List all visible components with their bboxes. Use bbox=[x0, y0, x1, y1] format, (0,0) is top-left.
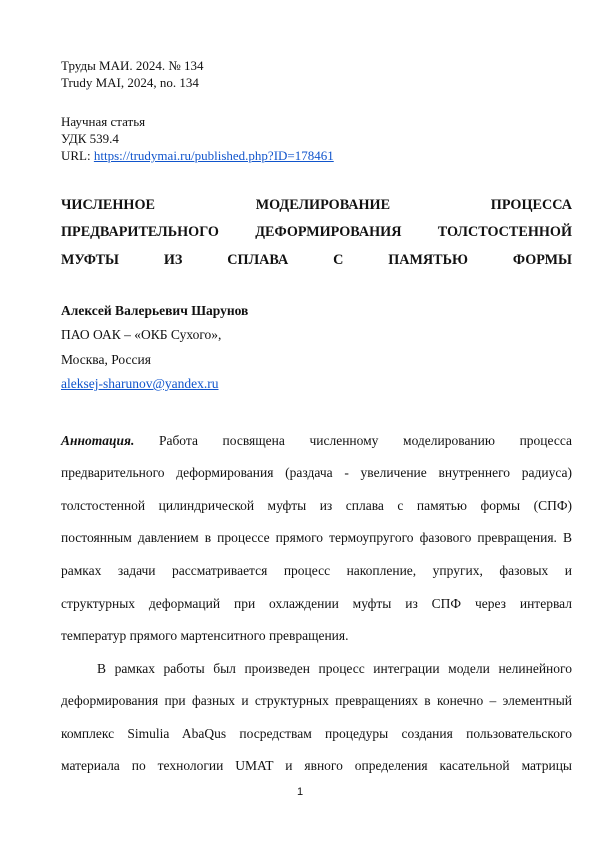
page-number: 1 bbox=[296, 786, 304, 798]
para2-line-2: деформирования при фазных и структурных превращениях в конечно – элементный bbox=[61, 693, 572, 708]
abstract-line-5: рамках задачи рассматривается процесс накопление, упругих, фазовых и bbox=[61, 563, 572, 578]
author-name: Алексей Валерьевич Шарунов bbox=[61, 303, 249, 318]
para2-line-4: материала по технологии UMAT и явного определения касательной матрицы bbox=[61, 758, 572, 773]
udk: УДК 539.4 bbox=[61, 131, 119, 146]
abstract-line-7: температур прямого мартенситного превращения. bbox=[61, 628, 349, 643]
abstract-label: Аннотация. bbox=[61, 433, 135, 448]
abstract-line-3: толстостенной цилиндрической муфты из сплава с памятью формы (СПФ) bbox=[61, 498, 572, 513]
journal-ru: Труды МАИ. 2024. № 134 bbox=[61, 58, 204, 73]
title-line-2: ПРЕДВАРИТЕЛЬНОГО ДЕФОРМИРОВАНИЯ ТОЛСТОСТЕННОЙ bbox=[61, 224, 572, 240]
url-label: URL: bbox=[61, 148, 94, 163]
author-city: Москва, Россия bbox=[61, 352, 151, 367]
article-type: Научная статья bbox=[61, 114, 146, 129]
abstract-line-6: структурных деформаций при охлаждении муфты из СПФ через интервал bbox=[61, 596, 572, 611]
title-line-3: МУФТЫ ИЗ СПЛАВА С ПАМЯТЬЮ ФОРМЫ bbox=[61, 252, 572, 268]
article-url-link[interactable]: https://trudymai.ru/published.php?ID=178461 bbox=[93, 148, 334, 163]
para2-line-3: комплекс Simulia AbaQus посредствам процедуры создания пользовательского bbox=[61, 726, 572, 741]
title-line-1: ЧИСЛЕННОЕ МОДЕЛИРОВАНИЕ ПРОЦЕССА bbox=[61, 197, 572, 213]
abstract-line-2: предварительного деформирования (раздача - увеличение внутреннего радиуса) bbox=[61, 465, 572, 480]
author-email-link[interactable]: aleksej-sharunov@yandex.ru bbox=[61, 376, 219, 391]
url-line bbox=[61, 148, 334, 164]
journal-en: Trudy MAI, 2024, no. 134 bbox=[61, 75, 199, 90]
abstract-line-4: постоянным давлением в процессе прямого термоупругого фазового превращения. В bbox=[61, 530, 572, 545]
abstract-line-1 bbox=[61, 432, 572, 450]
para2-line-1: В рамках работы был произведен процесс интеграции модели нелинейного bbox=[97, 661, 572, 676]
abstract-first-text: Работа посвящена численному моделированию процесса bbox=[134, 433, 572, 448]
author-affiliation: ПАО ОАК – «ОКБ Сухого», bbox=[61, 327, 222, 342]
